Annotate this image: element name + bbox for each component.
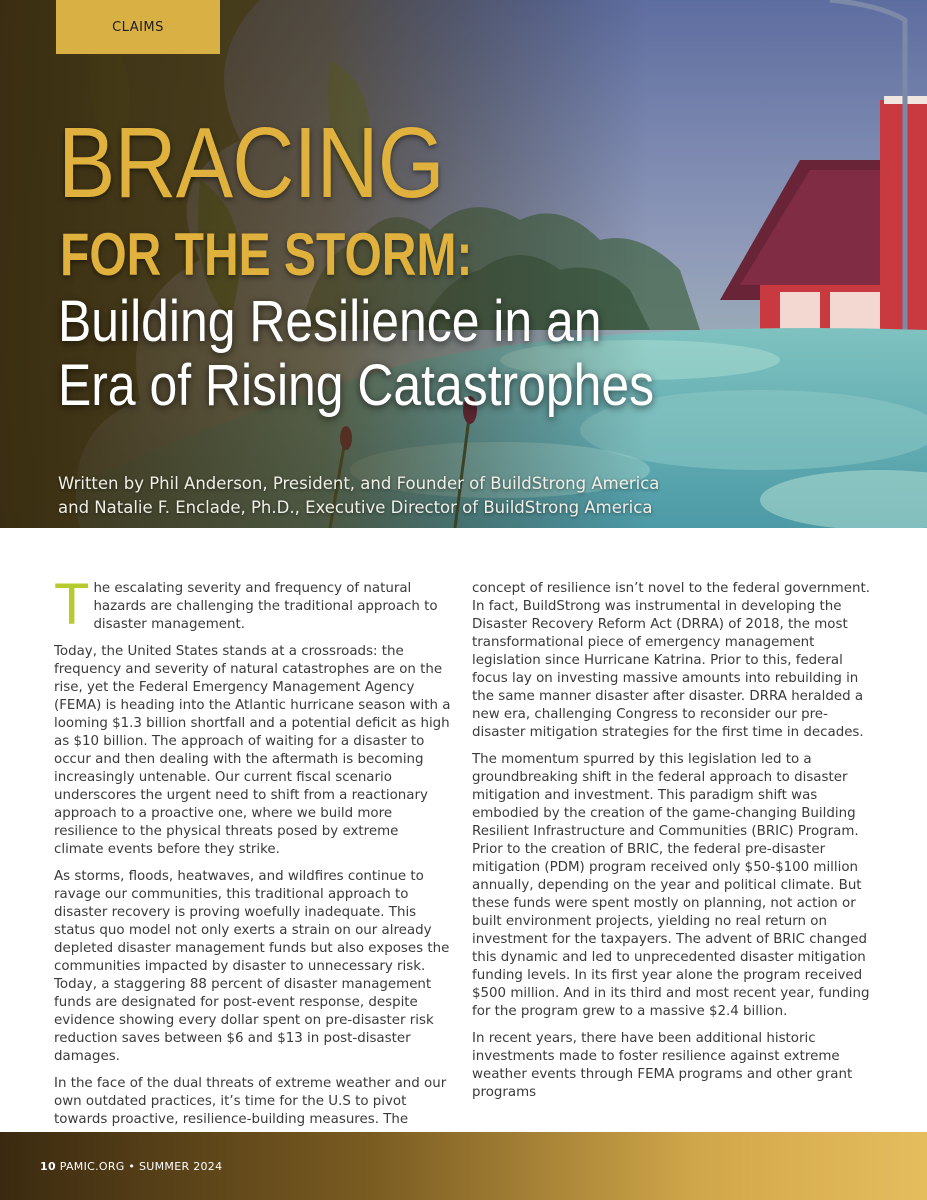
footer-text (40, 1160, 222, 1173)
paragraph: The momentum spurred by this legislation led to a groundbreaking shift in the federal approach to disaster mitigation and investment. This paradigm shift was embodied by the creation of the game-changing Building Resilient Infrastructure and Communities (BRIC) Program. Prior to the creation of BRIC, the federal pre-disaster mitigation (PDM) program received only $50-$100 million annually, depending on the year and political climate. But these funds were spent mostly on planning, not action or built environment projects, yielding no real return on investment for the taxpayers. The advent of BRIC changed this dynamic and led to unprecedented disaster mitigation funding levels. In its first year alone the program received $500 million. And in its third and most recent year, funding for the program grew to a massive $2.4 billion. (472, 752, 870, 1019)
left-column (54, 572, 452, 1138)
paragraph: concept of resilience isn’t novel to the federal government. In fact, BuildStrong was instrumental in developing the Disaster Recovery Reform Act (DRRA) of 2018, the most transformational piece of emergency management legislation since Hurricane Katrina. Prior to this, federal focus lay on investing massive amounts into rebuilding in the same manner disaster after disaster. DRRA heralded a new era, challenging Congress to reconsider our pre-disaster mitigation strategies for the first time in decades. (472, 581, 870, 740)
page-footer (0, 1132, 927, 1200)
hero-illustration (0, 0, 927, 528)
right-column (472, 580, 870, 1111)
paragraph-text: he escalating severity and frequency of natural hazards are challenging the traditional approach to disaster management. (93, 581, 438, 632)
byline (58, 472, 659, 520)
byline-line1: Written by Phil Anderson, President, and Founder of BuildStrong America (58, 474, 660, 493)
subtitle-line2: Era of Rising Catastrophes (58, 353, 655, 418)
paragraph (54, 572, 452, 637)
subtitle (58, 290, 654, 418)
page-number: 10 (40, 1160, 56, 1173)
drop-cap: T (54, 572, 90, 637)
headline-line1: BRACING (58, 107, 444, 219)
byline-line2: and Natalie F. Enclade, Ph.D., Executive Director of BuildStrong America (58, 498, 653, 517)
paragraph: As storms, floods, heatwaves, and wildfires continue to ravage our communities, this traditional approach to disaster recovery is proving woefully inadequate. This status quo model not only exerts a strain on our already depleted disaster management funds but also exposes the communities impacted by disaster to unnecessary risk. Today, a staggering 88 percent of disaster management funds are designated for post-event response, despite evidence showing every dollar spent on pre-disaster risk reduction saves between $6 and $13 in post-disaster damages. (54, 869, 450, 1064)
subtitle-line1: Building Resilience in an (58, 289, 602, 354)
paragraph: Today, the United States stands at a crossroads: the frequency and severity of natural catastrophes are on the rise, yet the Federal Emergency Management Agency (FEMA) is heading into the Atlantic hurricane season with a looming $1.3 billion shortfall and a potential deficit as high as $10 billion. The approach of waiting for a disaster to occur and then dealing with the aftermath is becoming increasingly untenable. Our current fiscal scenario underscores the urgent need to shift from a reactionary approach to a proactive one, where we build more resilience to the physical threats posed by extreme climate events before they strike. (54, 644, 451, 857)
section-tag: CLAIMS (56, 0, 220, 54)
headline-line2: FOR THE STORM: (60, 221, 473, 288)
publication-info: PAMIC.ORG • SUMMER 2024 (59, 1160, 223, 1173)
paragraph: In the face of the dual threats of extreme weather and our own outdated practices, it’s time for the U.S to pivot towards proactive, resilience-building measures. The (54, 1076, 447, 1127)
paragraph: In recent years, there have been additional historic investments made to foster resilience against extreme weather events through FEMA programs and other grant programs (472, 1031, 853, 1100)
